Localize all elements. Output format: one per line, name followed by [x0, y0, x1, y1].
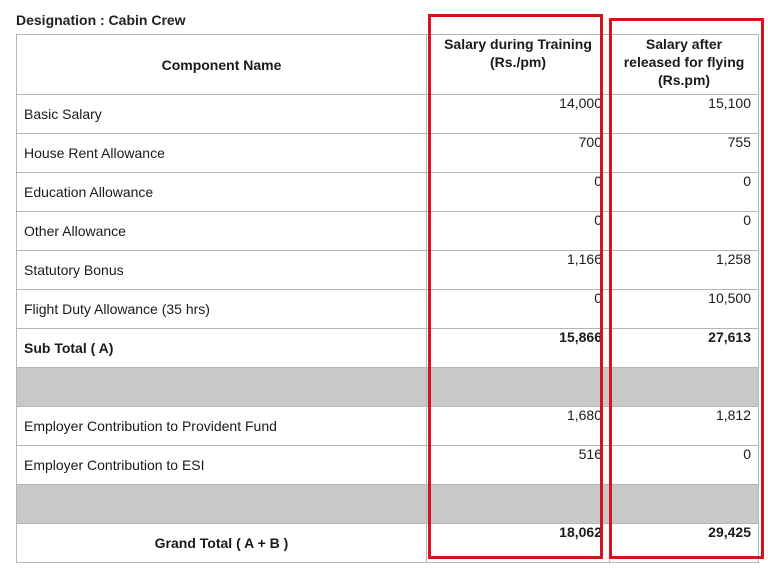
flying-value: 15,100 [610, 95, 759, 134]
flying-value: 1,258 [610, 251, 759, 290]
component-name: Other Allowance [17, 212, 427, 251]
training-salary-header: Salary during Training (Rs./pm) [427, 35, 610, 95]
training-value: 700 [427, 134, 610, 173]
training-value: 0 [427, 173, 610, 212]
spacer-row [17, 485, 759, 524]
component-name: Basic Salary [17, 95, 427, 134]
table-row [17, 407, 759, 446]
component-name: House Rent Allowance [17, 134, 427, 173]
component-name: Employer Contribution to Provident Fund [17, 407, 427, 446]
table-row [17, 290, 759, 329]
spacer-cell [610, 368, 759, 407]
subtotal-training-value: 15,866 [427, 329, 610, 368]
spacer-cell [427, 485, 610, 524]
grand-total-training-value: 18,062 [427, 524, 610, 563]
flying-value: 1,812 [610, 407, 759, 446]
subtotal-label: Sub Total ( A) [17, 329, 427, 368]
grand-total-flying-value: 29,425 [610, 524, 759, 563]
spacer-cell [17, 368, 427, 407]
grand-total-row [17, 524, 759, 563]
table-header-row [17, 35, 759, 95]
flying-value: 0 [610, 173, 759, 212]
training-value: 516 [427, 446, 610, 485]
flying-value: 0 [610, 446, 759, 485]
table-row [17, 173, 759, 212]
flying-value: 0 [610, 212, 759, 251]
training-value: 0 [427, 212, 610, 251]
table-row [17, 134, 759, 173]
table-row [17, 251, 759, 290]
training-value: 14,000 [427, 95, 610, 134]
subtotal-row [17, 329, 759, 368]
subtotal-flying-value: 27,613 [610, 329, 759, 368]
table-row [17, 95, 759, 134]
component-name: Flight Duty Allowance (35 hrs) [17, 290, 427, 329]
component-name-header: Component Name [17, 35, 427, 95]
spacer-cell [427, 368, 610, 407]
component-name: Education Allowance [17, 173, 427, 212]
flying-value: 10,500 [610, 290, 759, 329]
grand-total-label: Grand Total ( A + B ) [17, 524, 427, 563]
designation-label: Designation : Cabin Crew [16, 12, 186, 28]
training-value: 1,680 [427, 407, 610, 446]
component-name: Statutory Bonus [17, 251, 427, 290]
spacer-row [17, 368, 759, 407]
component-name: Employer Contribution to ESI [17, 446, 427, 485]
spacer-cell [17, 485, 427, 524]
table-row [17, 446, 759, 485]
training-value: 0 [427, 290, 610, 329]
table-row [17, 212, 759, 251]
spacer-cell [610, 485, 759, 524]
flying-salary-header: Salary after released for flying (Rs.pm) [610, 35, 759, 95]
flying-value: 755 [610, 134, 759, 173]
training-value: 1,166 [427, 251, 610, 290]
salary-table [16, 34, 759, 563]
